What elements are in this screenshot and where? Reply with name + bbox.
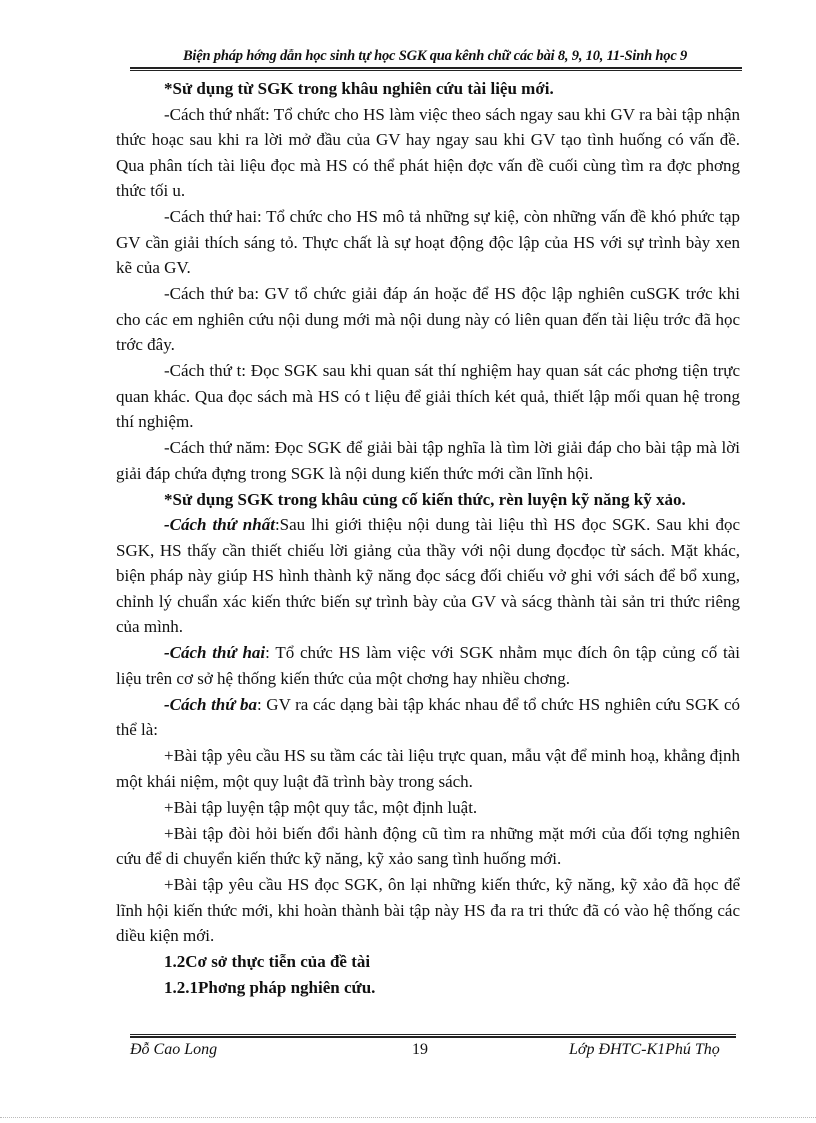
method-text: :Sau lhi giới thiệu nội dung tài liệu thì HS đọc SGK. Sau khi đọc SGK, HS thấy cần thiết chiếu lời giảng của thầy với nội dung đọcđọc từ sách. Mặt khác, biện pháp này giúp HS hình thành kỹ năng đọc sácg đối chiếu vở ghi với sách để bổ xung, chỉnh lý chuẩn xác kiến thức biến sự trình bày của GV và sácg thành tài sản tri thức riêng của mình. <box>116 515 740 636</box>
paragraph <box>116 640 740 691</box>
subsection-heading: 1.2.1Phơng pháp nghiên cứu. <box>164 977 376 997</box>
section-heading: 1.2Cơ sở thực tiễn của đề tài <box>164 952 371 971</box>
section-heading: *Sử dụng SGK trong khâu củng cố kiến thức, rèn luyện kỹ năng kỹ xảo. <box>164 489 686 509</box>
paragraph: +Bài tập yêu cầu HS su tầm các tài liệu trực quan, mẫu vật để minh hoạ, khẳng định một khái niệm, một quy luật đã trình bày trong sách. <box>116 746 740 791</box>
method-label: -Cách thứ hai <box>164 643 266 662</box>
method-text: : Tổ chức HS làm việc với SGK nhằm mục đích ôn tập củng cố tài liệu trên cơ sở hệ thống kiến thức của một chơng hay nhiều chơng. <box>116 643 740 688</box>
paragraph <box>116 692 740 743</box>
paragraph: -Cách thứ hai: Tổ chức cho HS mô tả những sự kiệ, còn những vấn đề khó phức tạp GV cần giải thích sáng tỏ. Thực chất là sự hoạt động độc lập của HS với sự trình bày xen kẽ của GV. <box>116 207 740 277</box>
page-number: 19 <box>412 1041 428 1058</box>
method-label: -Cách thứ ba <box>164 694 257 714</box>
paragraph: +Bài tập luyện tập một quy tắc, một định luật. <box>164 797 478 817</box>
document-body <box>116 76 740 1000</box>
method-text: : GV ra các dạng bài tập khác nhau để tổ chức HS nghiên cứu SGK có thể là: <box>116 694 740 739</box>
method-label: -Cách thứ nhất <box>164 515 275 534</box>
footer-class: Lớp ĐHTC-K1Phú Thọ <box>569 1041 720 1058</box>
page-header: Biện pháp hớng dẫn học sinh tự học SGK qua kênh chữ các bài 8, 9, 10, 11-Sinh học 9 <box>182 48 688 64</box>
paragraph: -Cách thứ t: Đọc SGK sau khi quan sát thí nghiệm hay quan sát các phơng tiện trực quan khác. Qua đọc sách mà HS có t liệu để giải thích két quả, thiết lập mối quan hệ trong thí nghiệm. <box>116 361 740 431</box>
paragraph: -Cách thứ năm: Đọc SGK để giải bài tập nghĩa là tìm lời giải đáp cho bài tập mà lời giải đáp chứa đựng trong SGK là nội dung kiến thức mới cần lĩnh hội. <box>116 438 740 483</box>
paragraph <box>116 512 740 640</box>
paragraph: -Cách thứ ba: GV tổ chức giải đáp án hoặc để HS độc lập nghiên cuSGK trớc khi cho các em nghiên cứu nội dung mới mà nội dung này có liên quan đến tài liệu trớc đã học trớc đây. <box>116 284 740 354</box>
header-rule <box>130 67 742 71</box>
footer-author: Đỗ Cao Long <box>130 1041 218 1058</box>
section-heading: *Sử dụng từ SGK trong khâu nghiên cứu tài liệu mới. <box>164 79 554 98</box>
paragraph: -Cách thứ nhất: Tổ chức cho HS làm việc theo sách ngay sau khi GV ra bài tập nhận thức hoạc sau khi ra lời mở đầu của GV hay ngay sau khi GV tạo tình huống có vấn đề. Qua phân tích tài liệu đọc mà HS có thể phát hiện đợc vấn đề cuối cùng tìm ra đợc phơng thức tối u. <box>116 104 740 200</box>
paragraph: +Bài tập đòi hỏi biến đổi hành động cũ tìm ra những mặt mới của đối tợng nghiên cứu để di chuyển kiến thức kỹ năng, kỹ xảo sang tình huống mới. <box>116 823 740 868</box>
paragraph: +Bài tập yêu cầu HS đọc SGK, ôn lại những kiến thức, kỹ năng, kỹ xảo đã học để lĩnh hội kiến thức mới, khi hoàn thành bài tập này HS đa ra tri thức đã có vào hệ thống các diều kiện mới. <box>116 875 740 945</box>
page-bottom-divider <box>0 1117 816 1118</box>
footer-rule <box>130 1034 736 1038</box>
